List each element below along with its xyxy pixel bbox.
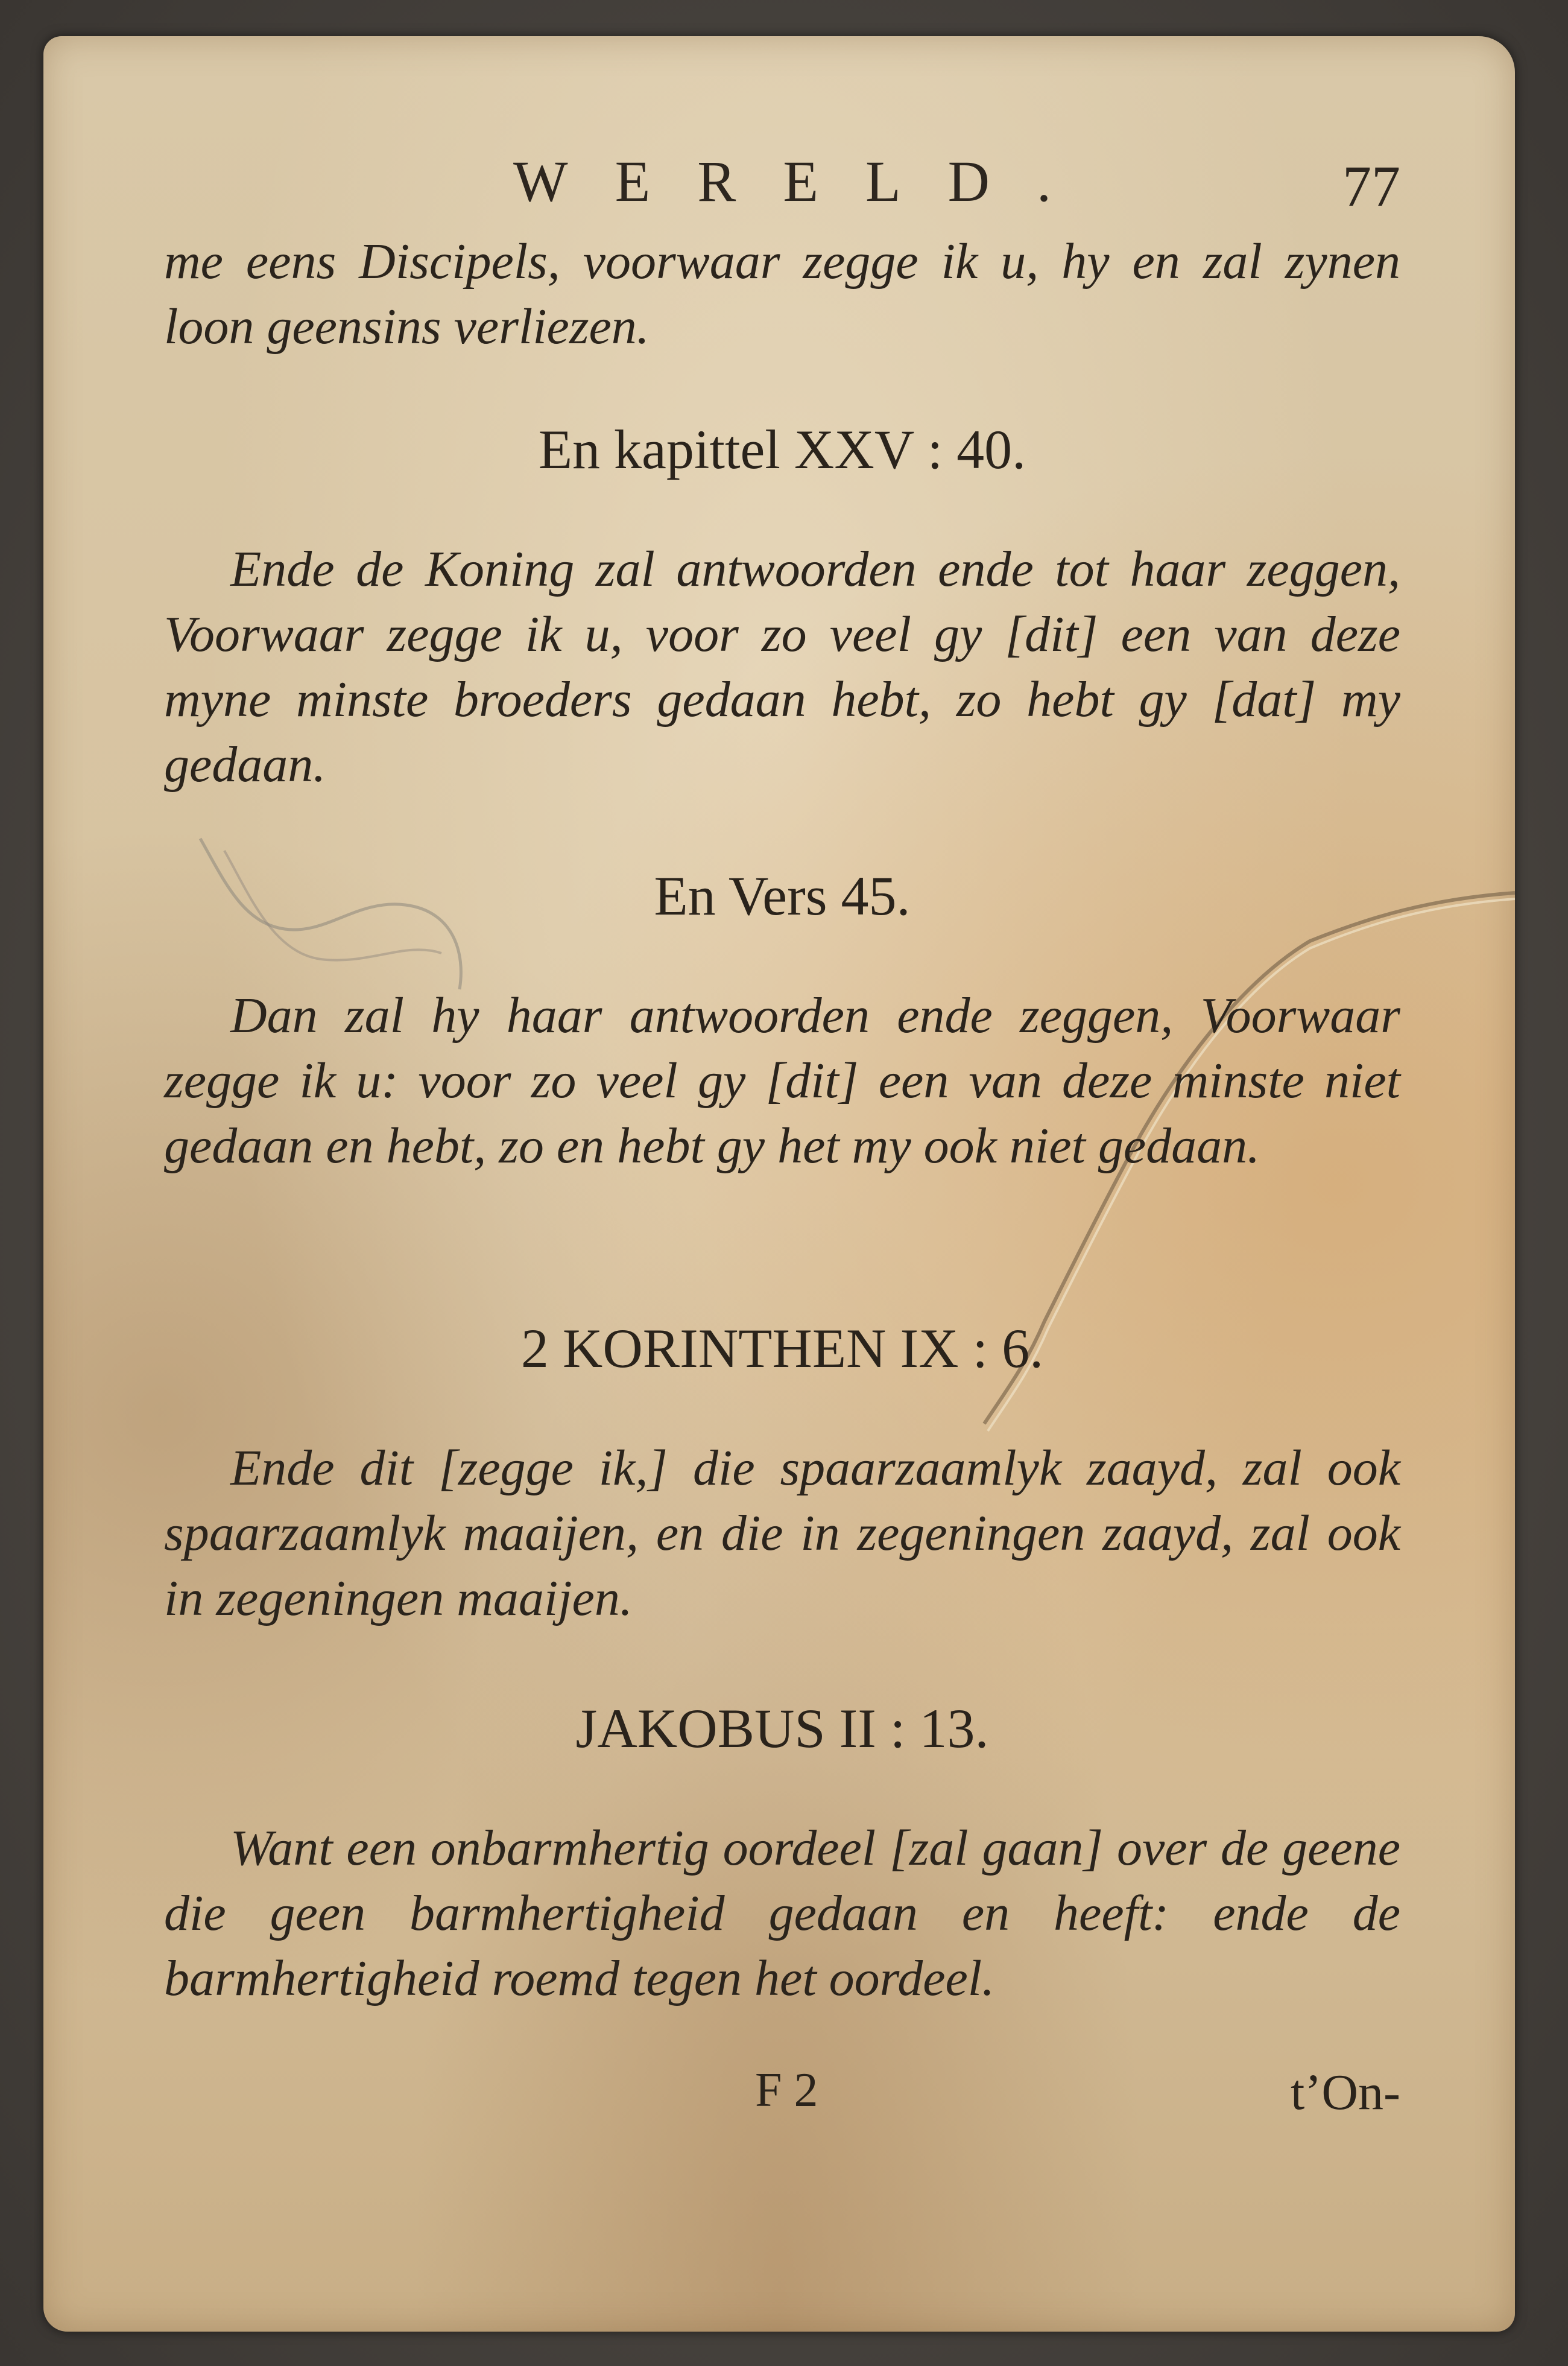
paragraph-korinthen: Ende dit [zegge ik,] die spaarzaamlyk zaayd, zal ook spaarzaamlyk maaijen, en die in zegeningen zaayd, zal ook in zegeningen maaijen.	[164, 1440, 1400, 1626]
section-heading-vers-45: En Vers 45.	[654, 865, 911, 927]
page-number: 77	[1342, 154, 1400, 218]
section-heading-kapittel-xxv: En kapittel XXV : 40.	[538, 419, 1026, 480]
running-title: WERELD.	[513, 149, 1098, 214]
book-page	[43, 36, 1515, 2332]
catchword: t’On-	[1291, 2064, 1400, 2120]
section-heading-korinthen: 2 KORINTHEN IX : 6.	[520, 1318, 1044, 1379]
section-heading-jakobus: JAKOBUS II : 13.	[575, 1698, 989, 1759]
running-head	[164, 148, 1400, 220]
paragraph-kapittel-xxv: Ende de Koning zal antwoorden ende tot haar zeggen, Voorwaar zegge ik u, voor zo veel gy [dit] een van deze myne minste broeders gedaan hebt, zo hebt gy [dat] my gedaan.	[164, 541, 1400, 793]
paragraph-vers-45: Dan zal hy haar antwoorden ende zeggen, Voorwaar zegge ik u: voor zo veel gy [dit] een van deze minste niet gedaan en hebt, zo en hebt gy het my ook niet gedaan.	[164, 988, 1400, 1174]
page-footer	[164, 2063, 1400, 2136]
signature-mark: F 2	[755, 2064, 818, 2117]
paragraph-continuation: me eens Discipels, voorwaar zegge ik u, hy en zal zynen loon geensins verliezen.	[164, 233, 1400, 355]
paragraph-jakobus: Want een onbarmhertig oordeel [zal gaan] over de geene die geen barmhertigheid gedaan en heeft: ende de barmhertigheid roemd tegen het oordeel.	[164, 1820, 1400, 2006]
